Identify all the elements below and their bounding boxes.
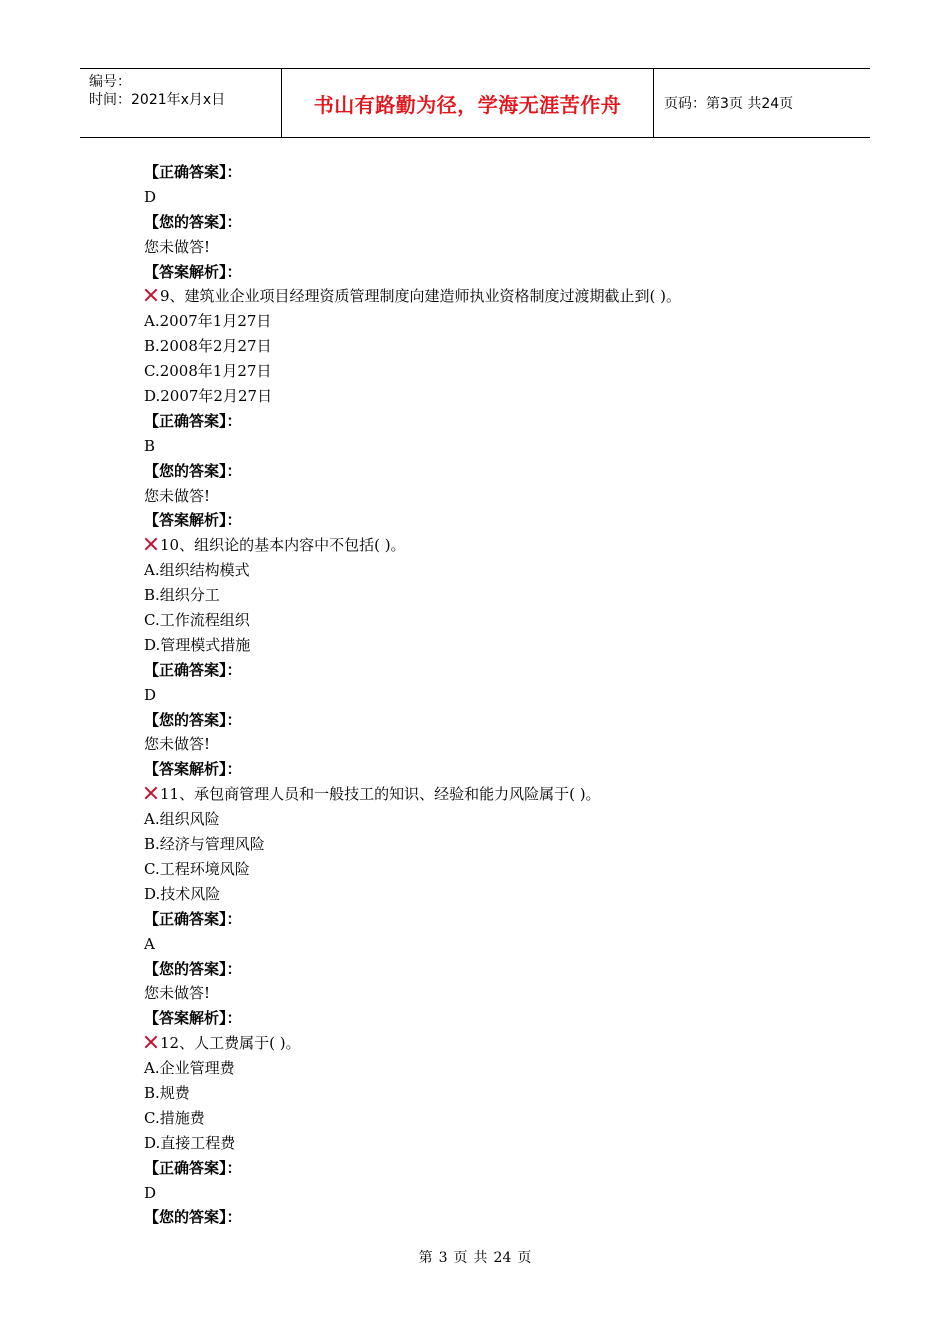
your-answer-label: 【您的答案】： (144, 959, 242, 978)
header-page-info (654, 69, 870, 137)
option-a: A.组织结构模式 (144, 561, 250, 580)
question-text: 12、人工费属于( )。 (160, 1034, 301, 1053)
document-body (144, 160, 864, 1230)
option-d: D.管理模式措施 (144, 635, 251, 654)
option-a: A.企业管理费 (144, 1059, 235, 1078)
footer-page-suffix: 页 (517, 1250, 532, 1266)
option-c: C.工作流程组织 (144, 611, 250, 630)
option-d: D.技术风险 (144, 884, 221, 903)
question-stem (144, 284, 864, 309)
footer-total-pages: 24 (493, 1250, 512, 1266)
option-c: C.2008年1月27日 (144, 362, 272, 381)
option-a: A.2007年1月27日 (144, 312, 272, 331)
option-d: D.直接工程费 (144, 1133, 236, 1152)
correct-answer-value: D (144, 1183, 157, 1202)
page-header (80, 68, 870, 138)
option-c: C.工程环境风险 (144, 859, 250, 878)
wrong-mark-icon (144, 1035, 158, 1049)
footer-page-prefix: 第 (418, 1250, 433, 1266)
analysis-label: 【答案解析】： (144, 262, 242, 281)
your-answer-label: 【您的答案】： (144, 212, 242, 231)
correct-answer-label: 【正确答案】： (144, 909, 242, 928)
analysis-label: 【答案解析】： (144, 1009, 242, 1028)
option-a: A.组织风险 (144, 810, 220, 829)
question-text: 11、承包商管理人员和一般技工的知识、经验和能力风险属于( )。 (160, 785, 601, 804)
page-footer (0, 1247, 950, 1267)
correct-answer-value: D (144, 187, 157, 206)
option-b: B.经济与管理风险 (144, 835, 265, 854)
your-answer-label: 【您的答案】： (144, 710, 242, 729)
correct-answer-label: 【正确答案】： (144, 1158, 242, 1177)
your-answer-value: 您未做答! (144, 486, 211, 505)
your-answer-label: 【您的答案】： (144, 461, 242, 480)
correct-answer-label: 【正确答案】： (144, 411, 242, 430)
option-d: D.2007年2月27日 (144, 387, 273, 406)
correct-answer-value: D (144, 685, 157, 704)
option-b: B.规费 (144, 1083, 190, 1102)
correct-answer-label: 【正确答案】： (144, 163, 242, 181)
analysis-label: 【答案解析】： (144, 511, 242, 530)
footer-page-number: 3 (438, 1250, 448, 1266)
question-text: 9、建筑业企业项目经理资质管理制度向建造师执业资格制度过渡期截止到( )。 (160, 287, 682, 306)
option-b: B.组织分工 (144, 586, 220, 605)
your-answer-value: 您未做答! (144, 735, 211, 754)
your-answer-value: 您未做答! (144, 237, 211, 256)
question-stem (144, 782, 864, 807)
question-stem (144, 533, 864, 558)
header-meta (80, 69, 282, 137)
correct-answer-value: B (144, 436, 156, 455)
correct-answer-label: 【正确答案】： (144, 660, 242, 679)
wrong-mark-icon (144, 786, 158, 800)
wrong-mark-icon (144, 288, 158, 302)
page-text: 页码：第3页 共24页 (664, 96, 794, 112)
number-label: 编号： (89, 74, 131, 90)
question-stem (144, 1031, 864, 1056)
footer-page-mid: 页 (453, 1250, 468, 1266)
motto-text: 书山有路勤为径，学海无涯苦作舟 (313, 92, 622, 117)
wrong-mark-icon (144, 537, 158, 551)
option-c: C.措施费 (144, 1108, 205, 1127)
question-text: 10、组织论的基本内容中不包括( )。 (160, 536, 406, 555)
option-b: B.2008年2月27日 (144, 337, 272, 356)
time-text: 时间：2021年x月x日 (89, 92, 226, 108)
footer-total-prefix: 共 (473, 1250, 488, 1266)
analysis-label: 【答案解析】： (144, 760, 242, 779)
your-answer-value: 您未做答! (144, 984, 211, 1003)
correct-answer-value: A (144, 934, 155, 953)
header-motto (282, 69, 654, 137)
your-answer-label: 【您的答案】： (144, 1208, 242, 1227)
